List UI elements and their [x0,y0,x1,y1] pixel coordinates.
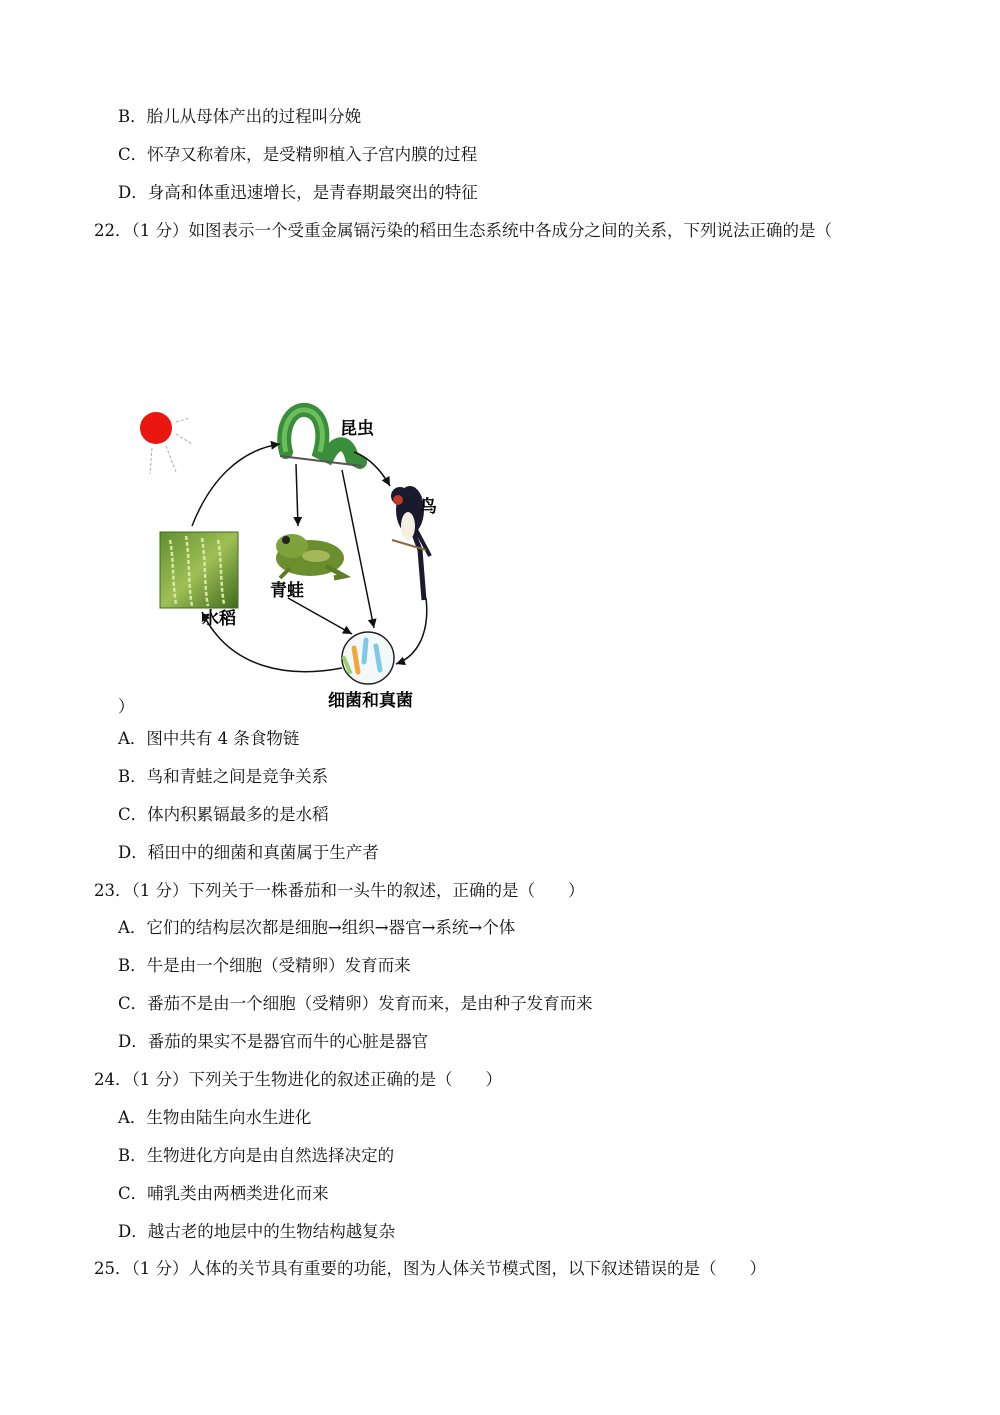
label-frog: 青蛙 [270,581,304,601]
q22-option-d[interactable]: D．稻田中的细菌和真菌属于生产者 [118,843,379,862]
q24-stem: 24．（1 分）下列关于生物进化的叙述正确的是（ ） [94,1070,502,1089]
q23-option-a[interactable]: A．它们的结构层次都是细胞→组织→器官→系统→个体 [118,918,516,937]
label-decomposer: 细菌和真菌 [328,691,413,710]
q21-option-c[interactable]: C．怀孕又称着床，是受精卵植入子宫内膜的过程 [118,145,478,164]
arrow-insect-to-frog [296,464,298,526]
frog-icon [276,534,344,578]
q24-option-c[interactable]: C．哺乳类由两栖类进化而来 [118,1184,329,1203]
q21-option-b[interactable]: B．胎儿从母体产出的过程叫分娩 [118,107,362,126]
q23-stem: 23．（1 分）下列关于一株番茄和一头牛的叙述，正确的是（ ） [94,881,585,900]
arrow-bird-to-decomposer [396,598,427,664]
q22-option-a[interactable]: A．图中共有 4 条食物链 [118,729,300,748]
q23-option-b[interactable]: B．牛是由一个细胞（受精卵）发育而来 [118,956,411,975]
q23-option-c[interactable]: C．番茄不是由一个细胞（受精卵）发育而来，是由种子发育而来 [118,994,593,1013]
q24-option-a[interactable]: A．生物由陆生向水生进化 [118,1108,312,1127]
q25-stem: 25．（1 分）人体的关节具有重要的功能，图为人体关节模式图，以下叙述错误的是（ ） [94,1259,766,1278]
arrow-insect-to-decomposer [342,470,374,628]
q24-option-b[interactable]: B．生物进化方向是由自然选择决定的 [118,1146,395,1165]
label-bird: 鸟 [420,497,437,517]
q22-stem: 22．（1 分）如图表示一个受重金属镉污染的稻田生态系统中各成分之间的关系，下列说法正确的是（ [94,221,832,240]
decomposer-icon [342,632,394,684]
q21-option-d[interactable]: D．身高和体重迅速增长，是青春期最突出的特征 [118,183,478,202]
q22-option-c[interactable]: C．体内积累镉最多的是水稻 [118,805,329,824]
label-insect: 昆虫 [340,419,374,439]
rice-icon [160,532,238,608]
arrow-frog-to-decomposer [288,598,352,634]
arrow-rice-to-insect [192,444,280,526]
q23-option-d[interactable]: D．番茄的果实不是器官而牛的心脏是器官 [118,1032,429,1051]
q24-option-d[interactable]: D．越古老的地层中的生物结构越复杂 [118,1222,396,1241]
ecosystem-diagram [130,400,450,710]
q22-closing-paren: ） [118,697,135,716]
q22-option-b[interactable]: B．鸟和青蛙之间是竞争关系 [118,767,329,786]
sun-icon [140,412,192,474]
label-rice: 水稻 [202,609,236,629]
ecosystem-diagram-svg [130,400,450,710]
